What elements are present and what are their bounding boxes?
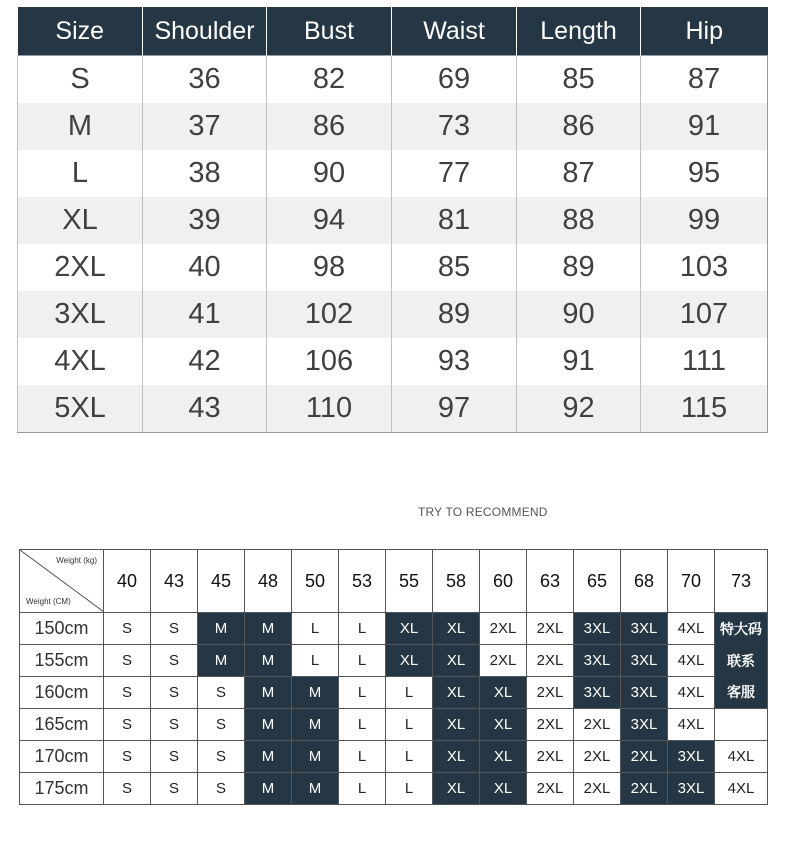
- measurement-cell: 111: [641, 338, 768, 385]
- size-recommendation-cell: XL: [386, 613, 433, 645]
- height-label-cell: 150cm: [20, 613, 104, 645]
- measurement-cell: 69: [392, 56, 517, 104]
- weight-header-cell: 55: [386, 550, 433, 613]
- size-label-cell: M: [18, 103, 143, 150]
- size-recommendation-cell: 2XL: [527, 613, 574, 645]
- measurement-cell: 86: [267, 103, 392, 150]
- size-recommendation-cell: S: [151, 613, 198, 645]
- size-recommendation-cell: 2XL: [527, 741, 574, 773]
- size-chart-header: Length: [517, 7, 641, 56]
- size-recommendation-cell: M: [245, 773, 292, 805]
- size-recommendation-cell: M: [198, 613, 245, 645]
- size-recommendation-cell: S: [151, 773, 198, 805]
- height-label-cell: 165cm: [20, 709, 104, 741]
- size-recommendation-cell: 3XL: [668, 773, 715, 805]
- corner-weight-label: Weight (kg): [56, 556, 97, 565]
- size-recommendation-cell: 3XL: [621, 709, 668, 741]
- size-recommendation-cell: 4XL: [668, 709, 715, 741]
- size-recommendation-cell: L: [386, 709, 433, 741]
- measurement-cell: 88: [517, 197, 641, 244]
- measurement-cell: 95: [641, 150, 768, 197]
- weight-header-cell: 65: [574, 550, 621, 613]
- height-label-cell: 170cm: [20, 741, 104, 773]
- weight-header-cell: 43: [151, 550, 198, 613]
- size-recommendation-cell: L: [339, 645, 386, 677]
- weight-header-cell: 53: [339, 550, 386, 613]
- size-recommendation-cell: L: [339, 613, 386, 645]
- size-recommendation-cell: M: [245, 645, 292, 677]
- size-recommendation-cell: 2XL: [527, 773, 574, 805]
- weight-header-cell: 68: [621, 550, 668, 613]
- size-chart-row: [18, 103, 768, 150]
- measurement-cell: 106: [267, 338, 392, 385]
- measurement-cell: 85: [517, 56, 641, 104]
- height-row: [20, 677, 768, 709]
- size-recommendation-cell: XL: [480, 677, 527, 709]
- size-recommendation-cell: S: [151, 709, 198, 741]
- size-recommendation-cell: L: [386, 773, 433, 805]
- size-recommendation-cell: M: [245, 741, 292, 773]
- size-chart-header-row: [18, 7, 768, 56]
- size-recommendation-cell: 2XL: [574, 741, 621, 773]
- measurement-cell: 103: [641, 244, 768, 291]
- empty-cell: [715, 709, 768, 741]
- measurement-cell: 36: [143, 56, 267, 104]
- size-recommendation-cell: 2XL: [480, 613, 527, 645]
- height-label-cell: 160cm: [20, 677, 104, 709]
- size-recommendation-cell: L: [339, 677, 386, 709]
- size-recommendation-cell: M: [245, 677, 292, 709]
- weight-header-cell: 40: [104, 550, 151, 613]
- service-note-cell: 联系: [715, 645, 768, 677]
- weight-header-cell: 70: [668, 550, 715, 613]
- weight-header-row: [20, 550, 768, 613]
- size-label-cell: 4XL: [18, 338, 143, 385]
- size-recommendation-cell: S: [104, 613, 151, 645]
- measurement-cell: 99: [641, 197, 768, 244]
- size-recommendation-cell: L: [339, 741, 386, 773]
- size-label-cell: S: [18, 56, 143, 104]
- size-chart-row: [18, 385, 768, 433]
- size-recommendation-cell: 4XL: [668, 613, 715, 645]
- size-chart-row: [18, 197, 768, 244]
- weight-header-cell: 58: [433, 550, 480, 613]
- size-chart-table: [17, 7, 768, 433]
- size-recommendation-cell: 3XL: [621, 645, 668, 677]
- size-recommendation-cell: 3XL: [574, 613, 621, 645]
- size-recommendation-cell: S: [104, 677, 151, 709]
- size-recommendation-cell: M: [292, 677, 339, 709]
- size-recommendation-cell: XL: [433, 645, 480, 677]
- measurement-cell: 37: [143, 103, 267, 150]
- recommend-caption: TRY TO RECOMMEND: [418, 505, 548, 519]
- size-recommendation-cell: 4XL: [715, 741, 768, 773]
- measurement-cell: 91: [641, 103, 768, 150]
- size-recommendation-cell: 3XL: [574, 645, 621, 677]
- measurement-cell: 90: [267, 150, 392, 197]
- measurement-cell: 115: [641, 385, 768, 433]
- measurement-cell: 110: [267, 385, 392, 433]
- measurement-cell: 77: [392, 150, 517, 197]
- size-chart-row: [18, 150, 768, 197]
- size-recommendation-cell: L: [386, 741, 433, 773]
- measurement-cell: 43: [143, 385, 267, 433]
- height-row: [20, 741, 768, 773]
- size-chart-row: [18, 56, 768, 104]
- measurement-cell: 90: [517, 291, 641, 338]
- size-recommendation-cell: 2XL: [621, 741, 668, 773]
- size-recommendation-cell: XL: [480, 773, 527, 805]
- size-recommendation-cell: S: [198, 709, 245, 741]
- weight-header-cell: 63: [527, 550, 574, 613]
- weight-header-cell: 45: [198, 550, 245, 613]
- size-recommendation-cell: XL: [433, 613, 480, 645]
- measurement-cell: 82: [267, 56, 392, 104]
- recommendation-table: [19, 549, 768, 805]
- size-recommendation-cell: M: [245, 613, 292, 645]
- size-label-cell: 2XL: [18, 244, 143, 291]
- corner-height-label: Weight (CM): [26, 597, 71, 606]
- size-recommendation-cell: 2XL: [480, 645, 527, 677]
- size-recommendation-cell: S: [104, 709, 151, 741]
- size-chart-row: [18, 244, 768, 291]
- size-recommendation-cell: M: [198, 645, 245, 677]
- measurement-cell: 86: [517, 103, 641, 150]
- measurement-cell: 40: [143, 244, 267, 291]
- size-recommendation-cell: M: [292, 773, 339, 805]
- size-recommendation-cell: 2XL: [574, 773, 621, 805]
- size-chart-header: Bust: [267, 7, 392, 56]
- size-recommendation-cell: 3XL: [668, 741, 715, 773]
- size-recommendation-cell: 3XL: [621, 613, 668, 645]
- size-recommendation-cell: M: [292, 741, 339, 773]
- service-note-cell: 客服: [715, 677, 768, 709]
- measurement-cell: 89: [517, 244, 641, 291]
- size-label-cell: L: [18, 150, 143, 197]
- size-recommendation-cell: S: [151, 741, 198, 773]
- size-recommendation-cell: L: [339, 773, 386, 805]
- weight-header-cell: 73: [715, 550, 768, 613]
- service-note-cell: 特大码: [715, 613, 768, 645]
- size-recommendation-cell: XL: [433, 709, 480, 741]
- size-chart-header: Hip: [641, 7, 768, 56]
- height-row: [20, 645, 768, 677]
- weight-header-cell: 60: [480, 550, 527, 613]
- measurement-cell: 97: [392, 385, 517, 433]
- size-recommendation-cell: 4XL: [715, 773, 768, 805]
- size-recommendation-cell: 3XL: [574, 677, 621, 709]
- size-recommendation-cell: XL: [480, 741, 527, 773]
- size-recommendation-cell: 4XL: [668, 677, 715, 709]
- size-recommendation-cell: S: [198, 677, 245, 709]
- size-recommendation-cell: S: [151, 677, 198, 709]
- height-row: [20, 773, 768, 805]
- height-row: [20, 709, 768, 741]
- size-recommendation-cell: 4XL: [668, 645, 715, 677]
- size-label-cell: 3XL: [18, 291, 143, 338]
- size-recommendation-cell: M: [245, 709, 292, 741]
- size-recommendation-cell: S: [198, 741, 245, 773]
- size-recommendation-cell: M: [292, 709, 339, 741]
- size-recommendation-cell: L: [292, 645, 339, 677]
- size-recommendation-cell: S: [104, 773, 151, 805]
- size-chart-header: Shoulder: [143, 7, 267, 56]
- size-recommendation-cell: 2XL: [527, 677, 574, 709]
- measurement-cell: 85: [392, 244, 517, 291]
- measurement-cell: 92: [517, 385, 641, 433]
- size-recommendation-cell: L: [292, 613, 339, 645]
- size-recommendation-cell: XL: [433, 773, 480, 805]
- size-recommendation-cell: XL: [386, 645, 433, 677]
- measurement-cell: 87: [641, 56, 768, 104]
- measurement-cell: 39: [143, 197, 267, 244]
- measurement-cell: 42: [143, 338, 267, 385]
- size-recommendation-cell: 2XL: [527, 645, 574, 677]
- corner-header-cell: [20, 550, 104, 613]
- size-recommendation-cell: 3XL: [621, 677, 668, 709]
- weight-header-cell: 48: [245, 550, 292, 613]
- size-recommendation-cell: S: [198, 773, 245, 805]
- size-recommendation-cell: 2XL: [574, 709, 621, 741]
- measurement-cell: 93: [392, 338, 517, 385]
- size-recommendation-cell: XL: [433, 677, 480, 709]
- weight-header-cell: 50: [292, 550, 339, 613]
- size-recommendation-cell: XL: [433, 741, 480, 773]
- size-chart-header: Waist: [392, 7, 517, 56]
- height-label-cell: 155cm: [20, 645, 104, 677]
- measurement-cell: 38: [143, 150, 267, 197]
- size-recommendation-cell: 2XL: [621, 773, 668, 805]
- measurement-cell: 91: [517, 338, 641, 385]
- size-recommendation-cell: L: [339, 709, 386, 741]
- size-chart-header: Size: [18, 7, 143, 56]
- size-label-cell: 5XL: [18, 385, 143, 433]
- size-recommendation-cell: XL: [480, 709, 527, 741]
- measurement-cell: 107: [641, 291, 768, 338]
- measurement-cell: 98: [267, 244, 392, 291]
- size-recommendation-cell: L: [386, 677, 433, 709]
- size-recommendation-cell: 2XL: [527, 709, 574, 741]
- measurement-cell: 73: [392, 103, 517, 150]
- measurement-cell: 102: [267, 291, 392, 338]
- size-chart-row: [18, 338, 768, 385]
- measurement-cell: 81: [392, 197, 517, 244]
- size-recommendation-cell: S: [104, 741, 151, 773]
- measurement-cell: 41: [143, 291, 267, 338]
- measurement-cell: 87: [517, 150, 641, 197]
- size-chart-row: [18, 291, 768, 338]
- height-row: [20, 613, 768, 645]
- measurement-cell: 89: [392, 291, 517, 338]
- size-label-cell: XL: [18, 197, 143, 244]
- size-recommendation-cell: S: [151, 645, 198, 677]
- height-label-cell: 175cm: [20, 773, 104, 805]
- size-recommendation-cell: S: [104, 645, 151, 677]
- measurement-cell: 94: [267, 197, 392, 244]
